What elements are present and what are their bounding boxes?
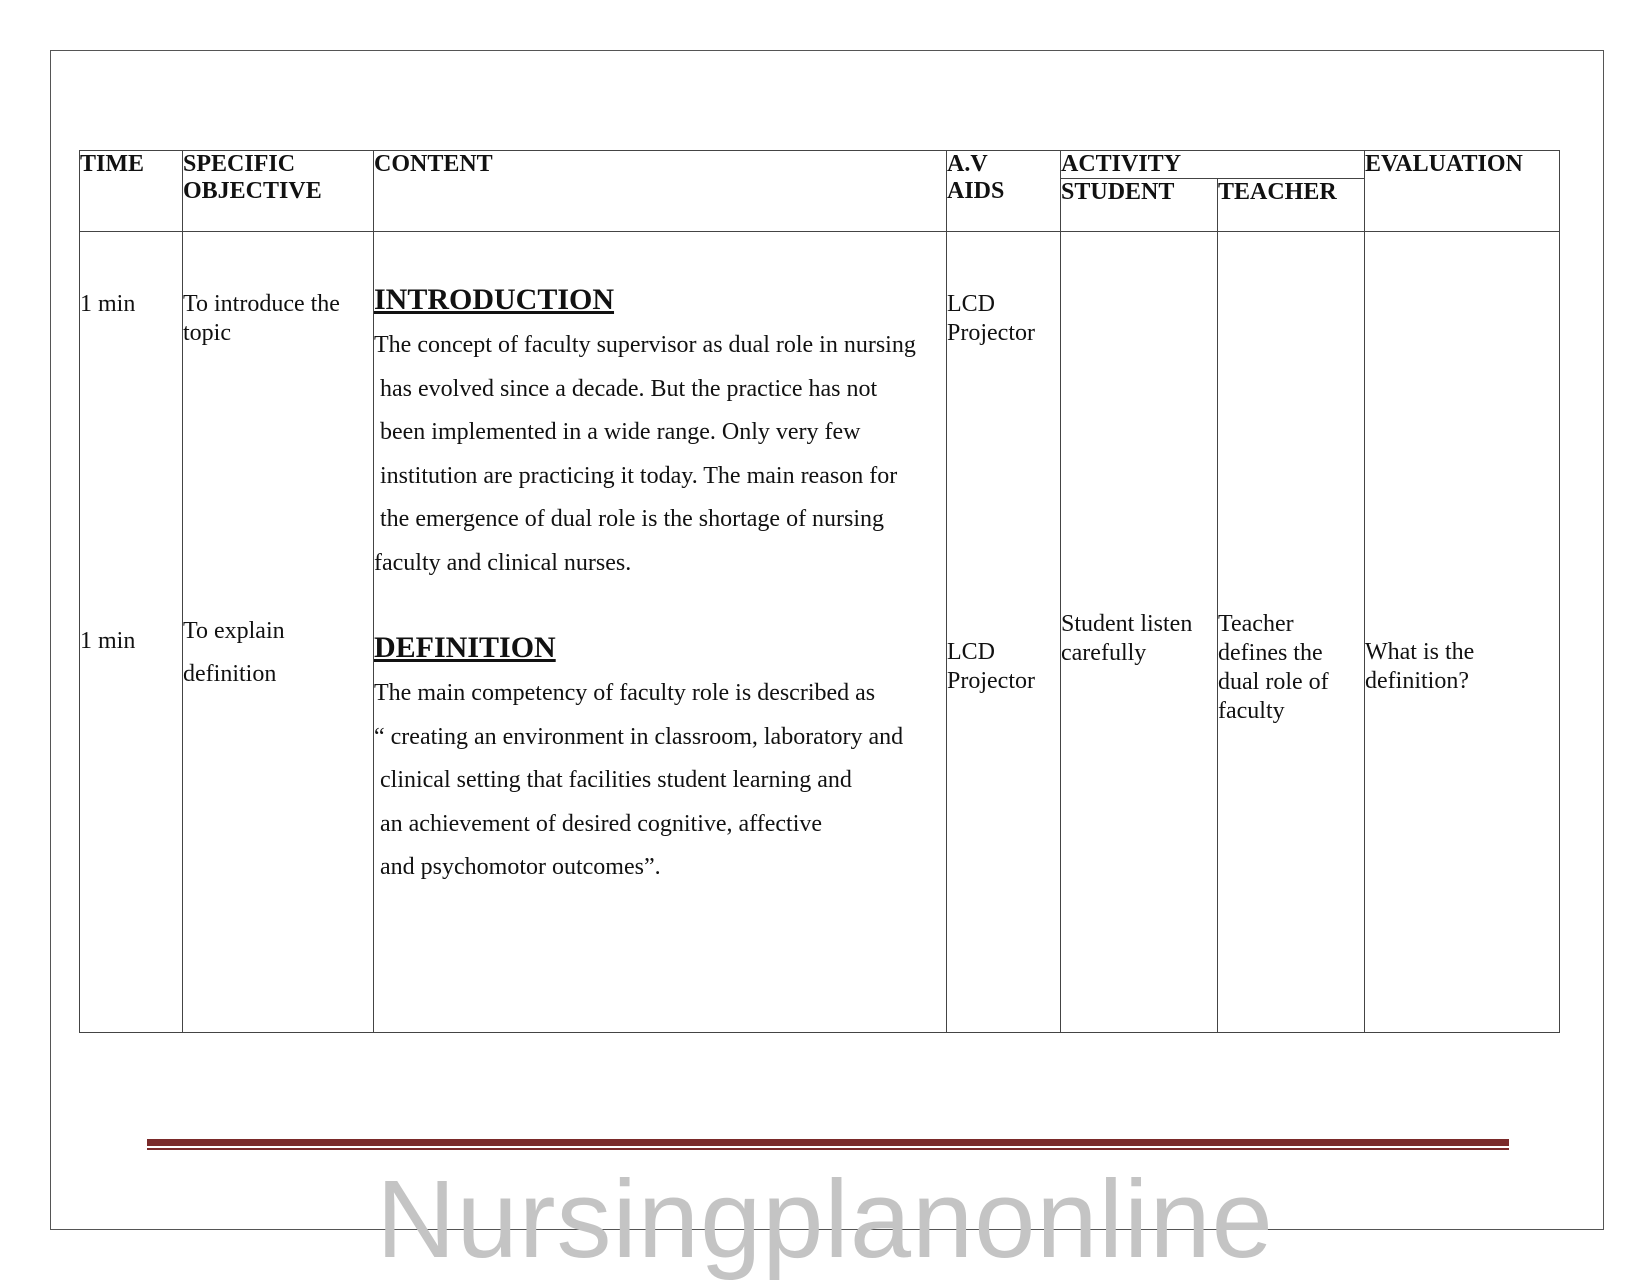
cell-av-aids: [947, 592, 1061, 1033]
time-value: 1 min: [80, 291, 136, 317]
teacher-activity-text: Teacher defines the dual role of faculty: [1218, 611, 1329, 724]
cell-student-activity: [1061, 592, 1218, 1033]
cell-content: [374, 592, 947, 1033]
cell-teacher-activity: [1218, 592, 1365, 1033]
cell-time: [80, 232, 183, 593]
av-aids-text: LCD Projector: [947, 639, 1035, 694]
header-specific-objective: SPECIFIC OBJECTIVE: [183, 151, 374, 232]
cell-objective: [183, 592, 374, 1033]
av-aids-text: LCD Projector: [947, 291, 1035, 346]
header-student: STUDENT: [1061, 179, 1218, 232]
header-teacher: TEACHER: [1218, 179, 1365, 232]
cell-evaluation: [1365, 232, 1560, 593]
header-content: CONTENT: [374, 151, 947, 232]
header-activity: ACTIVITY: [1061, 151, 1365, 179]
cell-content: [374, 232, 947, 593]
student-activity-text: Student listen carefully: [1061, 611, 1193, 666]
cell-av-aids: [947, 232, 1061, 593]
time-value: 1 min: [80, 628, 136, 654]
cell-objective: [183, 232, 374, 593]
cell-teacher-activity: [1218, 232, 1365, 593]
content-paragraph: The main competency of faculty role is described as “ creating an environment in classroom, laboratory and clinical setting that facilities student learning and an achievement of desired cognitive, affective and psychomotor outcomes”.: [374, 680, 904, 880]
section-title-introduction: INTRODUCTION: [374, 283, 615, 316]
footer-rule-thin: [147, 1148, 1509, 1150]
section-title-definition: DEFINITION: [374, 631, 556, 664]
table-row: [80, 232, 1560, 593]
lesson-plan-table: [79, 150, 1560, 1033]
header-av-aids: A.V AIDS: [947, 151, 1061, 232]
evaluation-text: What is the definition?: [1365, 639, 1475, 694]
cell-student-activity: [1061, 232, 1218, 593]
cell-time: [80, 592, 183, 1033]
objective-text: To introduce the topic: [183, 291, 340, 346]
objective-text: To explain definition: [183, 618, 285, 687]
content-paragraph: The concept of faculty supervisor as dual role in nursing has evolved since a decade. But the practice has not been implemented in a wide range. Only very few institution are practicing it today. The main reason for the emergence of dual role is the shortage of nursing faculty and clinical nurses.: [374, 332, 916, 576]
cell-evaluation: [1365, 592, 1560, 1033]
table-row: [80, 592, 1560, 1033]
header-time: TIME: [80, 151, 183, 232]
header-evaluation: EVALUATION: [1365, 151, 1560, 232]
watermark-text: Nursingplanonline: [376, 1158, 1274, 1281]
footer-rule: [147, 1139, 1509, 1146]
